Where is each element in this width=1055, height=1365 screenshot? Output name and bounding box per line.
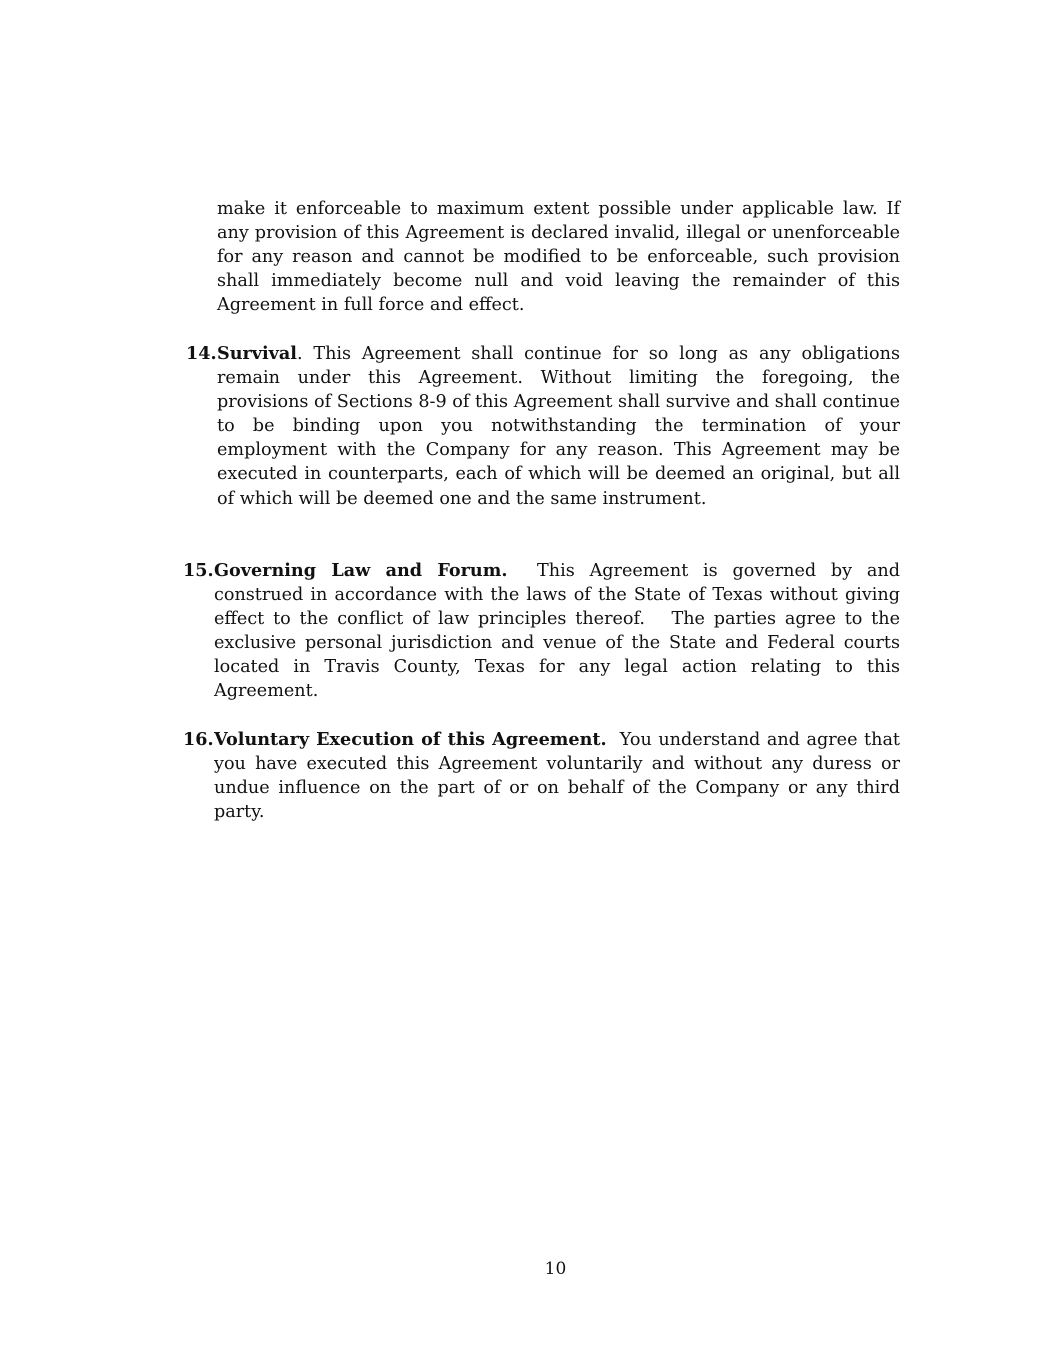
- continued-paragraph: make it enforceable to maximum extent possible under applicable law. If any provision of this Agreement is declared invalid, illegal or unenforceable for any reason and cannot be modified to be enforceable, such provision shall immediately become null and void leaving the remainder of this Agreement in full force and effect.: [217, 199, 900, 316]
- section-text: . This Agreement shall continue for so long as any obligations remain under this Agreement. Without limiting the foregoing, the provisions of Sections 8-9 of this Agreement shall survive and shall continue to be binding upon you notwithstanding the termination of your employment with the Company for any reason. This Agreement may be executed in counterparts, each of which will be deemed an original, but all of which will be deemed one and the same instrument.: [217, 344, 900, 509]
- section-body: [214, 559, 906, 704]
- section-body: [217, 342, 900, 511]
- section-heading: Survival: [217, 343, 297, 364]
- section-body: [214, 728, 906, 824]
- section-text: This Agreement is governed by and construed in accordance with the laws of the State of Texas without giving effect to the conflict of law principles thereof. The parties agree to the exclusive personal jurisdiction and venue of the State and Federal courts located in Travis County, Texas for any legal action relating to this Agreement.: [214, 561, 906, 702]
- section-text: You understand and agree that you have executed this Agreement voluntarily and without any duress or undue influence on the part of or on behalf of the Company or any third party.: [214, 730, 906, 823]
- section-number: 14.: [186, 343, 217, 364]
- section-heading: Governing Law and Forum.: [214, 560, 508, 581]
- section-number: 15.: [183, 560, 214, 581]
- section-number: 16.: [183, 729, 214, 750]
- page-number: 10: [544, 1259, 567, 1279]
- section-heading: Voluntary Execution of this Agreement.: [214, 729, 607, 750]
